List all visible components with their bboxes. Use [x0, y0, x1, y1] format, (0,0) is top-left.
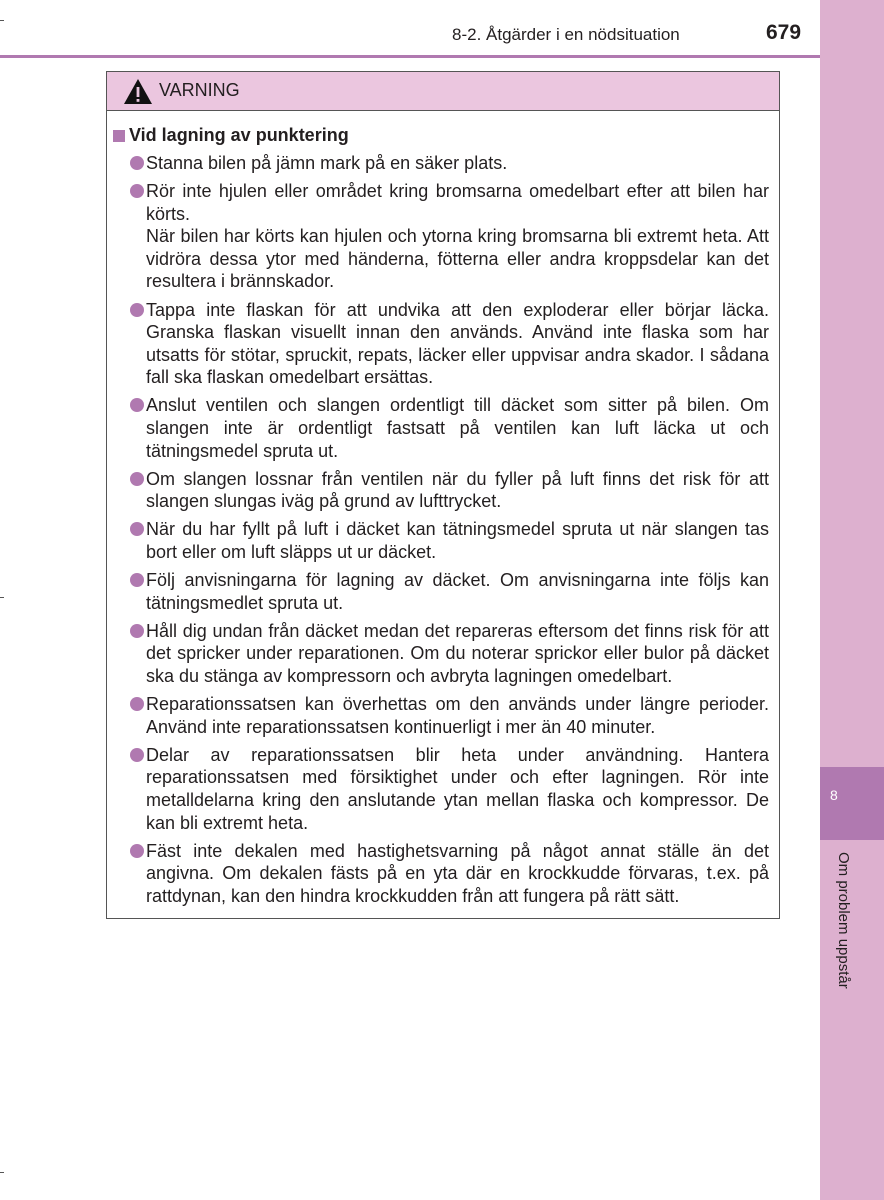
crop-mark	[0, 1172, 4, 1173]
warning-item-text: Fäst inte dekalen med hastighetsvarning på något annat ställe än det angivna. Om dekalen fästs på en yta där en krockkudde förvaras, t.ex. på rattdynan, kan den hindra krockkudden från att fungera på rätt sätt.	[146, 840, 769, 906]
chapter-label: Om problem uppstår	[835, 852, 852, 989]
warning-item	[113, 180, 771, 293]
warning-item	[113, 840, 771, 908]
square-bullet-icon	[113, 130, 125, 142]
warning-item	[113, 299, 771, 389]
warning-content	[107, 111, 779, 907]
section-title: 8-2. Åtgärder i en nödsituation	[452, 25, 680, 44]
warning-item-text: Följ anvisningarna för lagning av däcket. Om anvisningarna inte följs kan tätningsmedlet spruta ut.	[146, 570, 769, 613]
warning-item	[113, 152, 771, 175]
bullet-dot-icon	[130, 624, 144, 638]
bullet-dot-icon	[130, 748, 144, 762]
bullet-dot-icon	[130, 573, 144, 587]
bullet-dot-icon	[130, 398, 144, 412]
bullet-dot-icon	[130, 522, 144, 536]
warning-item	[113, 518, 771, 563]
warning-triangle-icon	[123, 78, 153, 105]
warning-item-text: Tappa inte flaskan för att undvika att den exploderar eller börjar läcka. Granska flaskan visuellt innan den används. Använd inte flaska som har utsatts för stötar, spruckit, repats, läcker eller uppvisar andra skador. I sådana fall ska flaskan omedelbart ersättas.	[146, 299, 769, 388]
warning-item-text: Delar av reparationssatsen blir heta under användning. Hantera reparationssatsen med försiktighet under och efter lagningen. Rör inte metalldelarna kring den anslutande ytan mellan flaska och kompressor. De kan bli extremt heta.	[146, 744, 769, 833]
warning-item-text: Stanna bilen på jämn mark på en säker plats.	[146, 153, 508, 173]
warning-items	[113, 152, 771, 907]
warning-item-text: Om slangen lossnar från ventilen när du fyller på luft finns det risk för att slangen slungas iväg på grund av lufttrycket.	[146, 468, 769, 512]
warning-item-text: Reparationssatsen kan överhettas om den används under längre perioder. Använd inte reparationssatsen kontinuerligt i mer än 40 minuter.	[146, 694, 769, 737]
crop-mark	[0, 597, 4, 598]
bullet-dot-icon	[130, 844, 144, 858]
subheading	[113, 124, 771, 147]
bullet-dot-icon	[130, 697, 144, 711]
warning-item	[113, 468, 771, 513]
bullet-dot-icon	[130, 156, 144, 170]
chapter-tab	[820, 767, 884, 840]
warning-item	[113, 620, 771, 688]
chapter-number: 8	[830, 787, 838, 803]
warning-title: VARNING	[159, 80, 240, 100]
warning-item-text: Anslut ventilen och slangen ordentligt till däcket som sitter på bilen. Om slangen inte är ordentligt fastsatt på ventilen kan luft läcka ut och tätningsmedel spruta ut.	[146, 395, 769, 461]
subheading-text: Vid lagning av punktering	[129, 125, 349, 145]
warning-box	[106, 71, 780, 919]
warning-item-text: Rör inte hjulen eller området kring bromsarna omedelbart efter att bilen har körts. När bilen har körts kan hjulen och ytorna kring bromsarna bli extremt heta. Att vidröra dessa ytor med händerna, fötterna eller andra kroppsdelar kan det resultera i brännskador.	[146, 181, 769, 292]
warning-header	[107, 72, 779, 111]
bullet-dot-icon	[130, 184, 144, 198]
header-rule	[0, 55, 820, 58]
bullet-dot-icon	[130, 303, 144, 317]
warning-item	[113, 744, 771, 834]
side-strip	[820, 0, 884, 1200]
warning-item	[113, 693, 771, 738]
warning-item	[113, 569, 771, 614]
page-number: 679	[766, 21, 802, 44]
warning-item-text: Håll dig undan från däcket medan det repareras eftersom det finns risk för att det spricker under reparationen. Om du noterar sprickor eller bulor på däcket ska du stänga av kompressorn och avbryta lagningen omedelbart.	[146, 620, 769, 686]
warning-item-text: När du har fyllt på luft i däcket kan tätningsmedel spruta ut när slangen tas bort eller om luft släpps ut ur däcket.	[146, 519, 769, 562]
bullet-dot-icon	[130, 472, 144, 486]
warning-item	[113, 394, 771, 462]
crop-mark	[0, 20, 4, 21]
